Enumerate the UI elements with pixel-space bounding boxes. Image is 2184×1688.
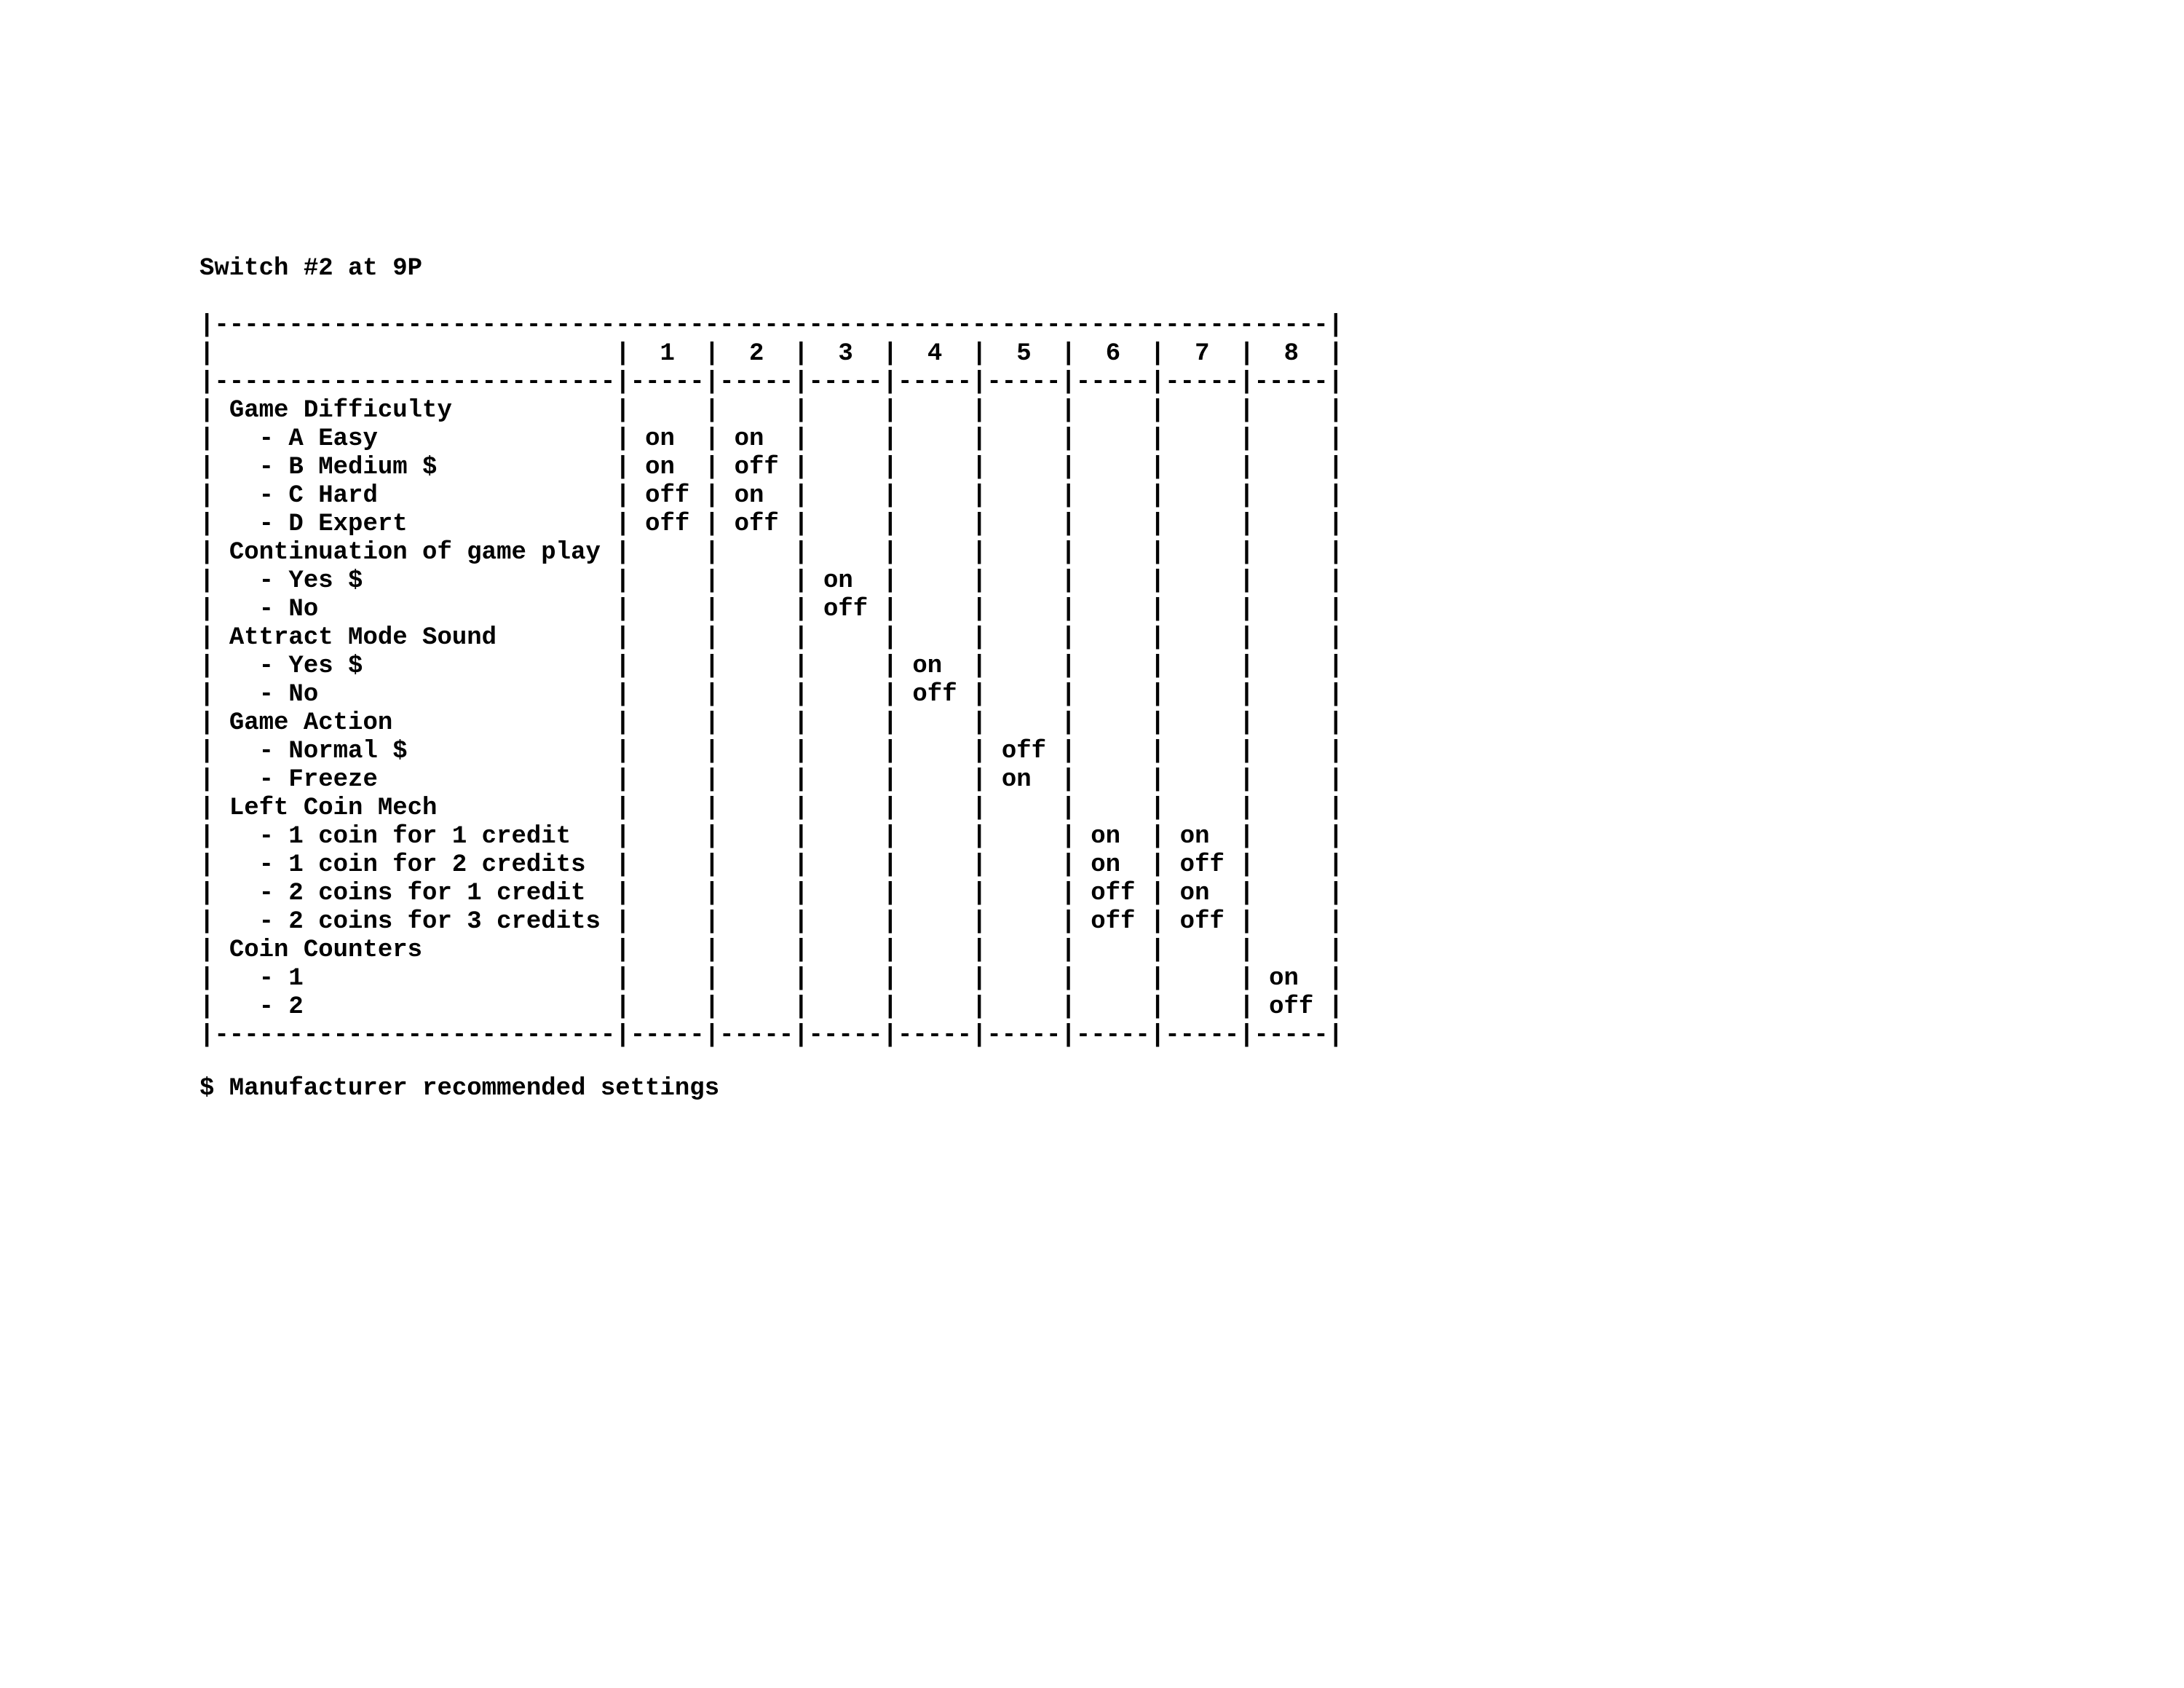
section-heading: Continuation of game play <box>229 539 601 567</box>
switch-value: off <box>734 454 779 481</box>
option-row: | - No | | | off | | | | | | <box>199 596 1344 623</box>
column-header-switch-8: 8 <box>1283 340 1299 368</box>
option-row: | - Yes $ | | | on | | | | | | <box>199 567 1344 595</box>
switch-value: on <box>1179 823 1210 851</box>
section-heading: Game Difficulty <box>229 397 452 425</box>
switch-value: on <box>1091 851 1121 879</box>
switch-value: on <box>645 425 675 453</box>
section-heading-row: | Continuation of game play | | | | | | | | | <box>199 539 1344 567</box>
option-label: - Normal $ <box>258 738 408 765</box>
column-header-switch-3: 3 <box>838 340 853 368</box>
option-label: - 1 coin for 2 credits <box>258 851 586 879</box>
switch-value: off <box>1179 851 1224 879</box>
option-label: - Yes $ <box>258 652 363 680</box>
header-separator: |---------------------------|-----|-----|-----|-----|-----|-----|-----|-----| <box>199 368 1344 396</box>
section-heading-row: | Game Difficulty | | | | | | | | | <box>199 397 1344 425</box>
switch-value: on <box>1001 766 1032 794</box>
option-label: - 1 <box>258 965 304 993</box>
option-row: | - Normal $ | | | | | off | | | | <box>199 738 1344 765</box>
option-row: | - 1 coin for 2 credits | | | | | | on | off | | <box>199 851 1344 879</box>
option-row: | - Freeze | | | | | on | | | | <box>199 766 1344 794</box>
option-row: | - 2 coins for 1 credit | | | | | | off | on | | <box>199 880 1344 907</box>
switch-value: on <box>734 425 764 453</box>
option-row: | - 2 coins for 3 credits | | | | | | off | off | | <box>199 908 1344 936</box>
option-row: | - Yes $ | | | | on | | | | | <box>199 652 1344 680</box>
switch-value: off <box>1269 993 1314 1021</box>
section-heading: Attract Mode Sound <box>229 624 497 652</box>
option-label: - 2 coins for 3 credits <box>258 908 601 936</box>
section-heading-row: | Left Coin Mech | | | | | | | | | <box>199 794 1344 822</box>
option-row: | - 2 | | | | | | | | off | <box>199 993 1344 1021</box>
option-row: | - C Hard | off | on | | | | | | | <box>199 482 1344 510</box>
option-label: - Yes $ <box>258 567 363 595</box>
switch-value: off <box>1001 738 1047 765</box>
switch-value: on <box>1091 823 1121 851</box>
option-row: | - No | | | | off | | | | | <box>199 681 1344 709</box>
option-label: - B Medium $ <box>258 454 438 481</box>
column-header-switch-6: 6 <box>1105 340 1121 368</box>
option-label: - No <box>258 681 319 709</box>
option-label: - C Hard <box>258 482 378 510</box>
section-heading: Game Action <box>229 709 393 737</box>
column-header-switch-2: 2 <box>748 340 764 368</box>
section-heading: Coin Counters <box>229 936 423 964</box>
switch-value: on <box>734 482 764 510</box>
option-row: | - 1 coin for 1 credit | | | | | | on | on | | <box>199 823 1344 851</box>
table-top-border: |---------------------------------------------------------------------------| <box>199 312 1344 339</box>
switch-value: on <box>912 652 943 680</box>
option-label: - No <box>258 596 319 623</box>
option-label: - 1 coin for 1 credit <box>258 823 571 851</box>
option-label: - 2 <box>258 993 304 1021</box>
option-label: - D Expert <box>258 510 408 538</box>
switch-value: off <box>645 510 690 538</box>
section-heading: Left Coin Mech <box>229 794 438 822</box>
option-label: - A Easy <box>258 425 378 453</box>
table-header-row: | | 1 | 2 | 3 | 4 | 5 | 6 | 7 | 8 | <box>199 340 1344 368</box>
switch-value: off <box>734 510 779 538</box>
section-heading-row: | Game Action | | | | | | | | | <box>199 709 1344 737</box>
table-bottom-border: |---------------------------|-----|-----|-----|-----|-----|-----|-----|-----| <box>199 1022 1344 1049</box>
switch-value: off <box>823 596 869 623</box>
option-row: | - D Expert | off | off | | | | | | | <box>199 510 1344 538</box>
section-heading-row: | Coin Counters | | | | | | | | | <box>199 936 1344 964</box>
switch-value: on <box>1269 965 1299 993</box>
option-row: | - B Medium $ | on | off | | | | | | | <box>199 454 1344 481</box>
dip-switch-table <box>199 312 1343 1050</box>
switch-value: off <box>912 681 957 709</box>
option-label: - 2 coins for 1 credit <box>258 880 586 907</box>
option-row: | - 1 | | | | | | | | on | <box>199 965 1344 993</box>
switch-value: off <box>1091 908 1136 936</box>
column-header-switch-5: 5 <box>1016 340 1032 368</box>
footnote: $ Manufacturer recommended settings <box>199 1075 720 1103</box>
switch-value: off <box>1091 880 1136 907</box>
switch-value: off <box>645 482 690 510</box>
column-header-switch-4: 4 <box>927 340 943 368</box>
switch-value: off <box>1179 908 1224 936</box>
section-heading-row: | Attract Mode Sound | | | | | | | | | <box>199 624 1344 652</box>
switch-value: on <box>1179 880 1210 907</box>
option-label: - Freeze <box>258 766 378 794</box>
option-row: | - A Easy | on | on | | | | | | | <box>199 425 1344 453</box>
column-header-switch-7: 7 <box>1195 340 1210 368</box>
switch-value: on <box>645 454 675 481</box>
column-header-switch-1: 1 <box>660 340 675 368</box>
page-title: Switch #2 at 9P <box>199 255 423 283</box>
switch-value: on <box>823 567 853 595</box>
